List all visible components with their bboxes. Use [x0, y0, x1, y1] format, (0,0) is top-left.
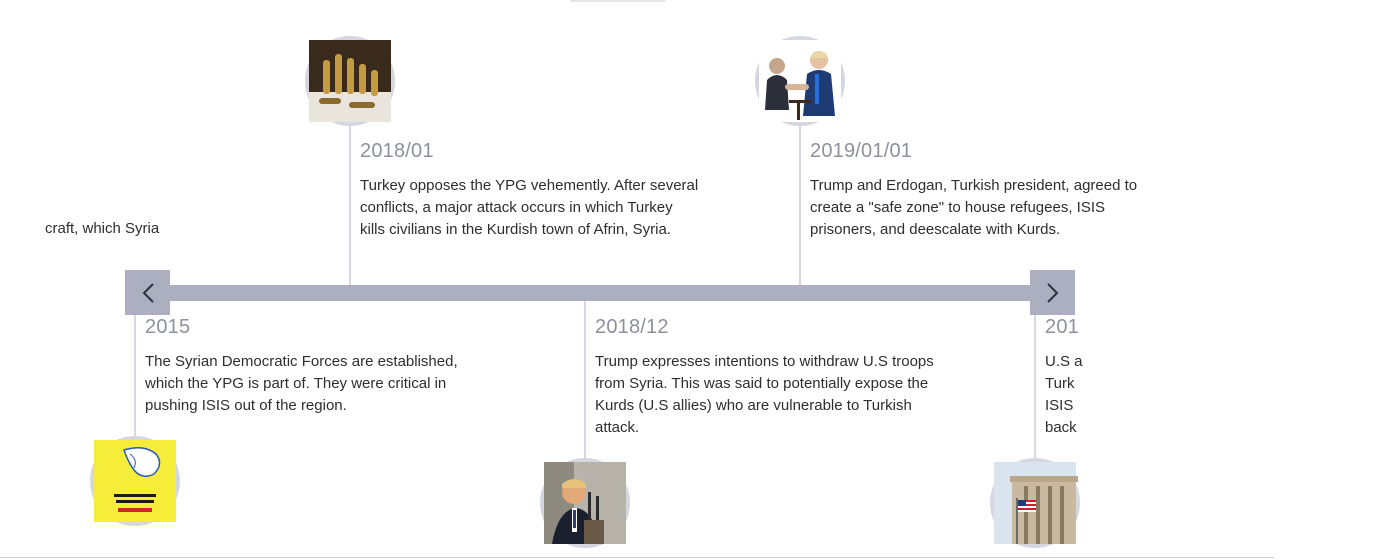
stem-2015 — [134, 300, 136, 440]
stem-2019-01-01 — [799, 124, 801, 286]
event-date: 2018/01 — [360, 140, 434, 162]
event-description: Trump expresses intentions to withdraw U.S troops from Syria. This was said to potentially expose the Kurds (U.S allies) who are vulnerable to Turkish attack. — [595, 353, 934, 436]
timeline-prev-button[interactable] — [125, 270, 170, 315]
timeline-event-2018-12 — [595, 315, 935, 439]
page-bottom-rule — [0, 557, 1274, 558]
trump-speaking-image — [540, 458, 630, 548]
timeline-event-clipped — [45, 218, 385, 240]
event-description: The Syrian Democratic Forces are established, which the YPG is part of. They were critical in pushing ISIS out of the region. — [145, 353, 458, 414]
stem-2018-01 — [349, 124, 351, 286]
event-date: 201 — [1045, 316, 1079, 338]
timeline-axis — [125, 285, 1075, 301]
event-description: craft, which Syria — [45, 220, 160, 237]
timeline-event-2019-clipped — [1045, 315, 1385, 439]
event-date: 2018/12 — [595, 316, 669, 338]
timeline-event-2015 — [145, 315, 485, 417]
timeline-viewport — [45, 0, 1138, 560]
event-description: Turkey opposes the YPG vehemently. After several conflicts, a major attack occurs in which Turkey kills civilians in the Kurdish town of Afrin, Syria. — [360, 177, 699, 238]
event-line: back — [1045, 419, 1077, 436]
timeline-event-2018-01 — [360, 139, 700, 241]
timeline-next-button[interactable] — [1030, 270, 1075, 315]
timeline-event-2019-01-01 — [810, 139, 1150, 241]
event-date: 2015 — [145, 316, 191, 338]
us-flag-building-image — [990, 458, 1080, 548]
event-line: Turk — [1045, 375, 1075, 392]
chevron-left-icon — [141, 282, 155, 304]
event-description — [1045, 351, 1385, 439]
ammunition-image — [305, 36, 395, 126]
event-description: Trump and Erdogan, Turkish president, agreed to create a "safe zone" to house refugees, ISIS prisoners, and deescalate with Kurds. — [810, 177, 1138, 238]
sdf-flag-map-image — [90, 436, 180, 526]
event-line: ISIS — [1045, 397, 1074, 414]
event-date: 2019/01/01 — [810, 140, 913, 162]
stem-2019-next — [1034, 300, 1036, 460]
handshake-image — [755, 36, 845, 126]
event-line: U.S a — [1045, 353, 1083, 370]
stem-2018-12 — [584, 300, 586, 460]
chevron-right-icon — [1046, 282, 1060, 304]
